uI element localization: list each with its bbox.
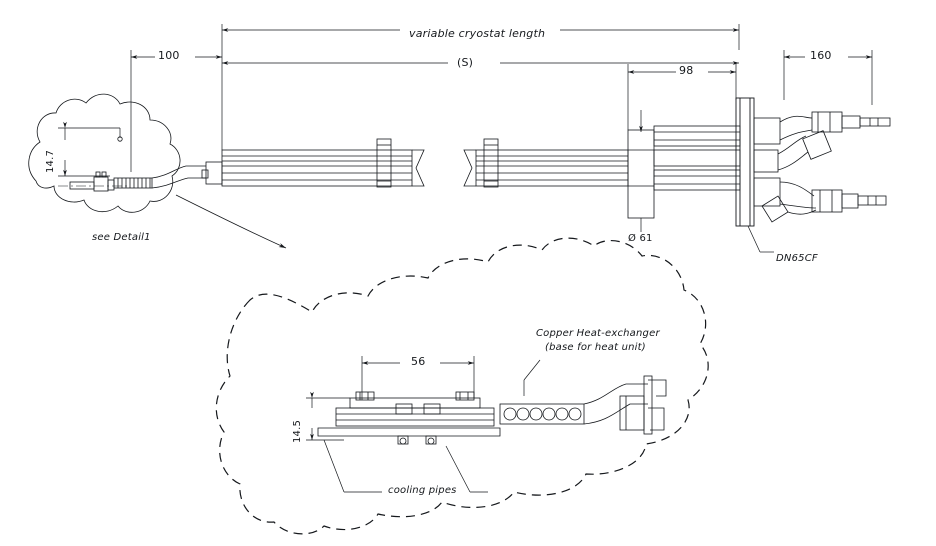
dim-label-56: 56 (411, 355, 426, 368)
dim-14-5 (306, 398, 350, 440)
inner-tubes-right (654, 126, 740, 190)
dim-label-14-5: 14.5 (292, 419, 303, 443)
feedthrough-assembly (754, 112, 890, 222)
label-copper-heat-exchanger: Copper Heat-exchanger (536, 328, 660, 339)
dim-label-160: 160 (810, 49, 832, 62)
dim-100 (131, 50, 222, 172)
cryostat-tube-left (222, 139, 424, 187)
dim-label-14-7: 14.7 (45, 149, 56, 173)
cold-finger-left (70, 162, 222, 191)
detail-heat-exchanger (318, 376, 666, 444)
flange-dn65cf (736, 98, 754, 226)
label-dn65cf: DN65CF (776, 253, 818, 264)
dim-label-98: 98 (679, 64, 694, 77)
label-heat-exchanger-sub: (base for heat unit) (545, 342, 646, 353)
cryostat-tube-right (464, 139, 628, 187)
leader-heat-exchanger (524, 360, 540, 396)
label-S: (S) (457, 56, 474, 69)
leader-dn65cf (748, 226, 774, 252)
label-cooling-pipes: cooling pipes (388, 485, 457, 496)
label-variable-cryostat-length: variable cryostat length (409, 27, 546, 40)
dim-14-7 (58, 128, 120, 176)
label-see-detail1: see Detail1 (92, 232, 151, 243)
detail-cloud-dashed (216, 238, 708, 534)
tube-transition-block (628, 110, 654, 218)
detail-leader (176, 195, 286, 248)
dim-label-100: 100 (158, 49, 180, 62)
dim-label-diameter-61: Ø 61 (628, 233, 653, 244)
